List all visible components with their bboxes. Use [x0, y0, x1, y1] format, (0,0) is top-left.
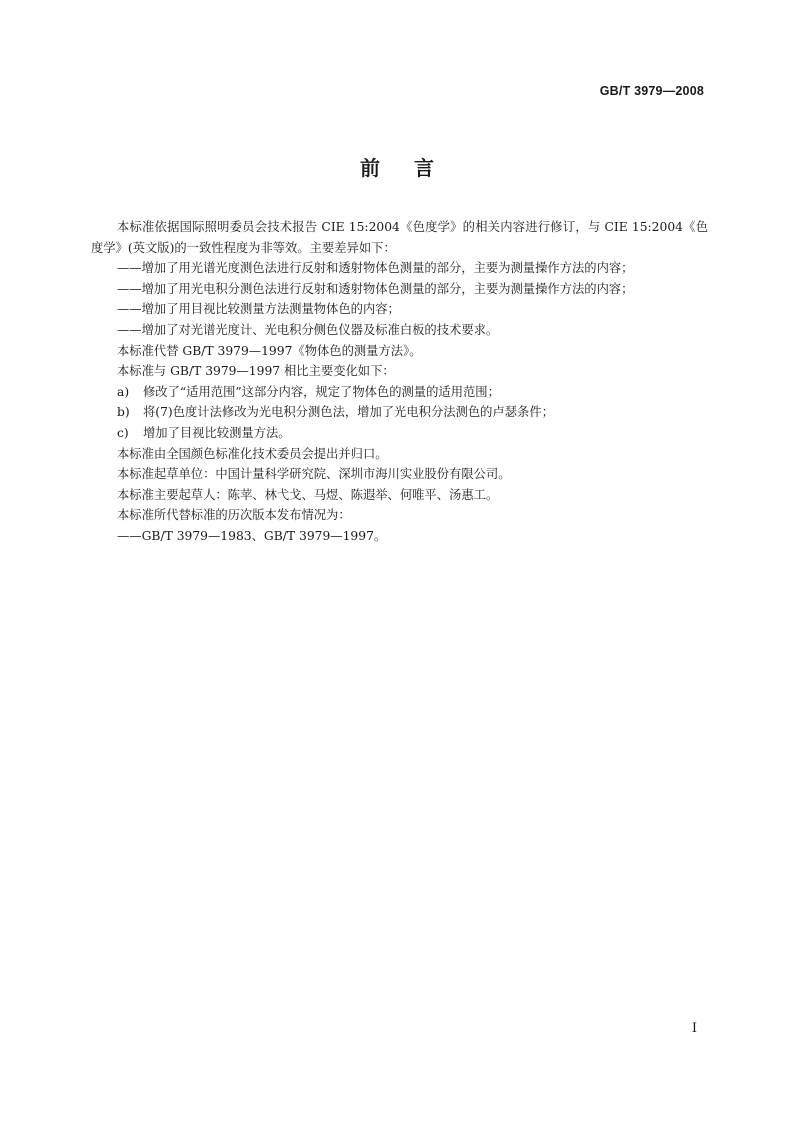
change-item-a	[91, 382, 708, 403]
changes-intro-paragraph: 本标准与 GB/T 3979—1997 相比主要变化如下：	[117, 364, 395, 379]
change-item-b	[91, 402, 708, 423]
foreword-body	[91, 217, 708, 547]
proposer-paragraph: 本标准由全国颜色标准化技术委员会提出并归口。	[117, 446, 388, 461]
page-number: I	[691, 1021, 697, 1036]
history-intro-paragraph: 本标准所代替标准的历次版本发布情况为：	[117, 508, 351, 523]
difference-item-4: ——增加了对光谱光度计、光电积分侧色仪器及标准白板的技术要求。	[117, 322, 499, 337]
list-marker: b)	[117, 405, 130, 420]
list-marker: a)	[117, 384, 130, 399]
difference-item-2: ——增加了用光电积分测色法进行反射和透射物体色测量的部分，主要为测量操作方法的内容；	[117, 281, 634, 296]
intro-paragraph: 本标准依据国际照明委员会技术报告 CIE 15:2004《色度学》的相关内容进行修订，与 CIE 15:2004《色度学》(英文版)的一致性程度为非等效。主要差异如下：	[91, 220, 708, 255]
list-item-text: 将(7)色度计法修改为光电积分测色法，增加了光电积分法测色的卢瑟条件；	[143, 405, 554, 420]
page-title: 前言	[360, 156, 468, 180]
list-item-text: 修改了“适用范围”这部分内容，规定了物体色的测量的适用范围；	[143, 384, 500, 399]
list-marker: c)	[117, 425, 129, 440]
drafters-paragraph: 本标准主要起草人：陈苹、林弋戈、马煜、陈遐举、何唯平、汤惠工。	[117, 487, 499, 502]
list-item-text: 增加了目视比较测量方法。	[143, 425, 291, 440]
replaces-paragraph: 本标准代替 GB/T 3979—1997《物体色的测量方法》。	[117, 343, 422, 358]
standard-code: GB/T 3979—2008	[599, 84, 704, 98]
difference-item-1: ——增加了用光谱光度测色法进行反射和透射物体色测量的部分，主要为测量操作方法的内容；	[117, 261, 634, 276]
history-item: ——GB/T 3979—1983、GB/T 3979—1997。	[117, 528, 387, 543]
change-item-c	[91, 423, 708, 444]
drafting-units-paragraph: 本标准起草单位：中国计量科学研究院、深圳市海川实业股份有限公司。	[117, 467, 511, 482]
difference-item-3: ——增加了用目视比较测量方法测量物体色的内容；	[117, 302, 400, 317]
